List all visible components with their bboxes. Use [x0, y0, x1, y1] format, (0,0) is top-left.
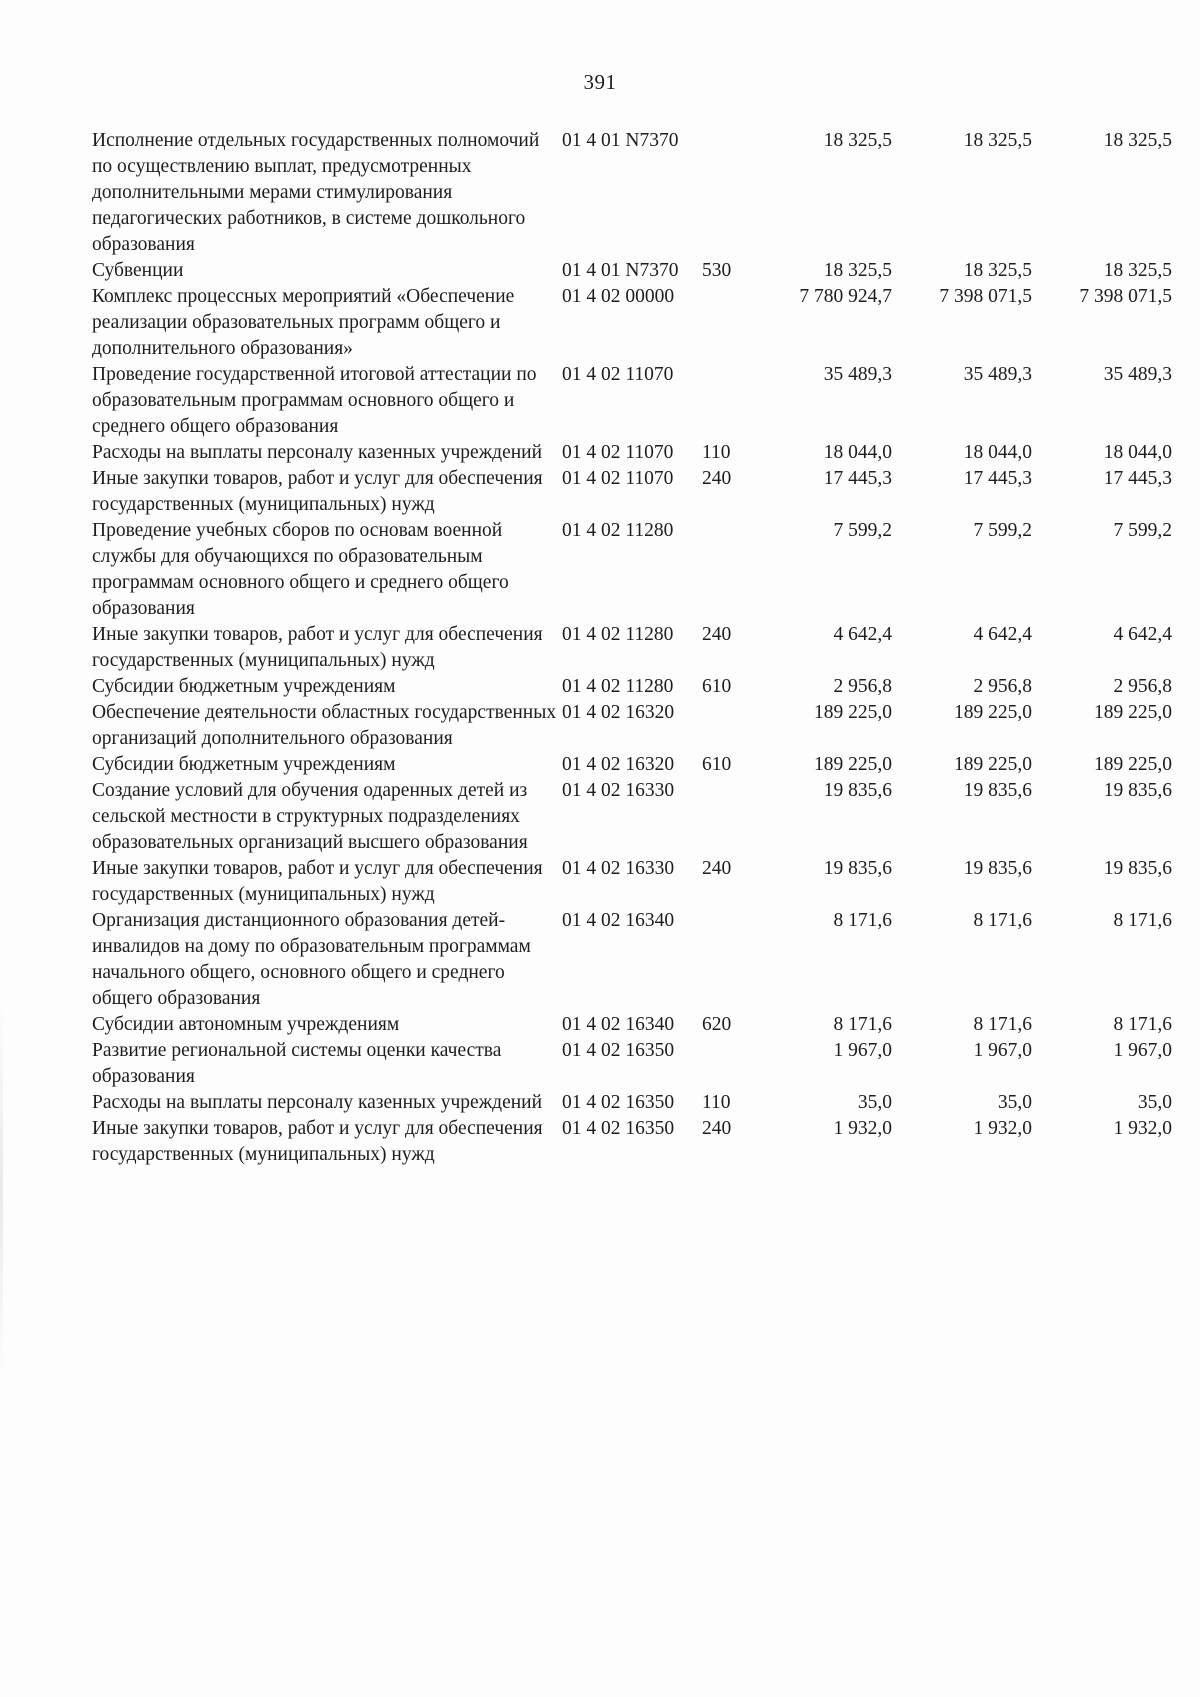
row-code: 01 4 02 00000	[562, 286, 675, 307]
row-expense-type: 620	[702, 1014, 732, 1035]
table-row	[92, 518, 1172, 622]
row-name: Субвенции	[92, 260, 184, 281]
budget-table	[92, 128, 1172, 1168]
row-value-year-3: 18 044,0	[1103, 442, 1172, 463]
row-name: Проведение государственной итоговой аттестации по образовательным программам основного общего и среднего общего образования	[92, 364, 537, 437]
row-name: Иные закупки товаров, работ и услуг для обеспечения государственных (муниципальных) нужд	[92, 624, 543, 671]
row-name: Комплекс процессных мероприятий «Обеспечение реализации образовательных программ общего и дополнительного образования»	[92, 286, 515, 359]
row-expense-type: 110	[702, 1092, 731, 1113]
row-value-year-2: 18 044,0	[963, 442, 1032, 463]
row-name: Расходы на выплаты персоналу казенных учреждений	[92, 1092, 543, 1113]
table-row	[92, 1116, 1172, 1168]
row-value-year-3: 1 932,0	[1113, 1118, 1172, 1139]
row-code: 01 4 02 16320	[562, 702, 675, 723]
row-value-year-2: 8 171,6	[973, 1014, 1032, 1035]
row-code: 01 4 02 11070	[562, 364, 674, 385]
row-code: 01 4 02 16340	[562, 1014, 675, 1035]
row-value-year-1: 17 445,3	[823, 468, 892, 489]
table-row	[92, 700, 1172, 752]
row-expense-type	[702, 700, 752, 752]
row-value-year-2: 17 445,3	[963, 468, 1032, 489]
row-expense-type	[702, 778, 752, 856]
row-expense-type: 240	[702, 624, 732, 645]
row-value-year-2: 7 398 071,5	[939, 286, 1032, 307]
row-value-year-1: 18 325,5	[823, 260, 892, 281]
row-name: Субсидии бюджетным учреждениям	[92, 754, 396, 775]
row-code: 01 4 02 16320	[562, 754, 675, 775]
table-row	[92, 622, 1172, 674]
row-code: 01 4 02 16350	[562, 1092, 675, 1113]
table-row	[92, 674, 1172, 700]
row-code: 01 4 02 11280	[562, 520, 674, 541]
table-row	[92, 1012, 1172, 1038]
row-expense-type	[702, 128, 752, 258]
row-value-year-3: 35 489,3	[1103, 364, 1172, 385]
row-name: Субсидии бюджетным учреждениям	[92, 676, 396, 697]
row-value-year-3: 19 835,6	[1103, 780, 1172, 801]
row-code: 01 4 02 16330	[562, 858, 675, 879]
table-row	[92, 1090, 1172, 1116]
row-value-year-3: 19 835,6	[1103, 858, 1172, 879]
table-row	[92, 466, 1172, 518]
row-name: Исполнение отдельных государственных полномочий по осуществлению выплат, предусмотренных дополнительными мерами стимулирования педагогических работников, в системе дошкольного образования	[92, 130, 540, 255]
row-expense-type: 610	[702, 754, 732, 775]
row-value-year-2: 8 171,6	[973, 910, 1032, 931]
row-value-year-2: 18 325,5	[963, 130, 1032, 151]
row-expense-type: 110	[702, 442, 731, 463]
row-value-year-1: 18 044,0	[823, 442, 892, 463]
row-value-year-2: 18 325,5	[963, 260, 1032, 281]
row-name: Иные закупки товаров, работ и услуг для обеспечения государственных (муниципальных) нужд	[92, 858, 543, 905]
row-expense-type	[702, 908, 752, 1012]
table-row	[92, 284, 1172, 362]
row-code: 01 4 02 16340	[562, 910, 675, 931]
row-value-year-2: 19 835,6	[963, 780, 1032, 801]
row-code: 01 4 02 11070	[562, 468, 674, 489]
row-value-year-2: 1 932,0	[973, 1118, 1032, 1139]
row-value-year-1: 35 489,3	[823, 364, 892, 385]
row-expense-type: 530	[702, 260, 732, 281]
row-value-year-2: 19 835,6	[963, 858, 1032, 879]
row-name: Расходы на выплаты персоналу казенных учреждений	[92, 442, 543, 463]
row-value-year-3: 8 171,6	[1113, 910, 1172, 931]
row-value-year-3: 189 225,0	[1094, 702, 1172, 723]
row-value-year-1: 189 225,0	[814, 702, 892, 723]
row-code: 01 4 02 16350	[562, 1040, 675, 1061]
table-row	[92, 440, 1172, 466]
row-value-year-1: 7 599,2	[833, 520, 892, 541]
row-value-year-3: 189 225,0	[1094, 754, 1172, 775]
row-value-year-1: 1 932,0	[833, 1118, 892, 1139]
row-value-year-1: 35,0	[857, 1092, 892, 1113]
row-value-year-2: 35 489,3	[963, 364, 1032, 385]
row-value-year-2: 35,0	[997, 1092, 1032, 1113]
row-name: Развитие региональной системы оценки качества образования	[92, 1040, 502, 1087]
row-name: Иные закупки товаров, работ и услуг для обеспечения государственных (муниципальных) нужд	[92, 1118, 543, 1165]
row-value-year-3: 17 445,3	[1103, 468, 1172, 489]
row-value-year-2: 4 642,4	[973, 624, 1032, 645]
budget-table-body	[92, 128, 1172, 1168]
row-name: Организация дистанционного образования детей-инвалидов на дому по образовательным программам начального общего, основного общего и среднего общего образования	[92, 910, 531, 1009]
page-number: 391	[583, 70, 617, 94]
row-name: Обеспечение деятельности областных государственных организаций дополнительного образования	[92, 702, 557, 749]
row-expense-type: 610	[702, 676, 732, 697]
row-value-year-1: 189 225,0	[814, 754, 892, 775]
table-row	[92, 856, 1172, 908]
row-value-year-1: 19 835,6	[823, 858, 892, 879]
row-code: 01 4 02 11280	[562, 624, 674, 645]
row-value-year-1: 7 780 924,7	[799, 286, 892, 307]
row-value-year-1: 18 325,5	[823, 130, 892, 151]
table-row	[92, 1038, 1172, 1090]
row-value-year-1: 19 835,6	[823, 780, 892, 801]
row-value-year-3: 35,0	[1137, 1092, 1172, 1113]
row-expense-type: 240	[702, 1118, 732, 1139]
row-value-year-1: 4 642,4	[833, 624, 892, 645]
row-value-year-2: 1 967,0	[973, 1040, 1032, 1061]
row-value-year-1: 8 171,6	[833, 1014, 892, 1035]
row-value-year-1: 8 171,6	[833, 910, 892, 931]
row-name: Создание условий для обучения одаренных детей из сельской местности в структурных подразделениях образовательных организаций высшего образования	[92, 780, 528, 853]
table-row	[92, 908, 1172, 1012]
row-value-year-3: 8 171,6	[1113, 1014, 1172, 1035]
row-value-year-1: 1 967,0	[833, 1040, 892, 1061]
row-code: 01 4 02 16350	[562, 1118, 675, 1139]
table-row	[92, 778, 1172, 856]
row-expense-type: 240	[702, 858, 732, 879]
row-expense-type: 240	[702, 468, 732, 489]
row-code: 01 4 02 16330	[562, 780, 675, 801]
table-row	[92, 362, 1172, 440]
row-value-year-3: 7 398 071,5	[1079, 286, 1172, 307]
row-code: 01 4 02 11070	[562, 442, 674, 463]
scan-edge-shadow	[0, 1000, 3, 1380]
row-value-year-3: 4 642,4	[1113, 624, 1172, 645]
row-name: Иные закупки товаров, работ и услуг для обеспечения государственных (муниципальных) нужд	[92, 468, 543, 515]
table-row	[92, 128, 1172, 258]
row-expense-type	[702, 284, 752, 362]
row-value-year-3: 18 325,5	[1103, 260, 1172, 281]
row-value-year-2: 2 956,8	[973, 676, 1032, 697]
row-code: 01 4 01 N7370	[562, 130, 679, 151]
row-value-year-3: 1 967,0	[1113, 1040, 1172, 1061]
table-row	[92, 752, 1172, 778]
row-value-year-3: 2 956,8	[1113, 676, 1172, 697]
row-name: Субсидии автономным учреждениям	[92, 1014, 400, 1035]
row-value-year-3: 7 599,2	[1113, 520, 1172, 541]
row-value-year-2: 189 225,0	[954, 702, 1032, 723]
row-value-year-1: 2 956,8	[833, 676, 892, 697]
row-expense-type	[702, 362, 752, 440]
row-code: 01 4 01 N7370	[562, 260, 679, 281]
row-code: 01 4 02 11280	[562, 676, 674, 697]
row-expense-type	[702, 518, 752, 622]
row-value-year-2: 7 599,2	[973, 520, 1032, 541]
table-row	[92, 258, 1172, 284]
row-value-year-2: 189 225,0	[954, 754, 1032, 775]
row-expense-type	[702, 1038, 752, 1090]
row-value-year-3: 18 325,5	[1103, 130, 1172, 151]
row-name: Проведение учебных сборов по основам военной службы для обучающихся по образовательным программам основного общего и среднего общего образования	[92, 520, 509, 619]
